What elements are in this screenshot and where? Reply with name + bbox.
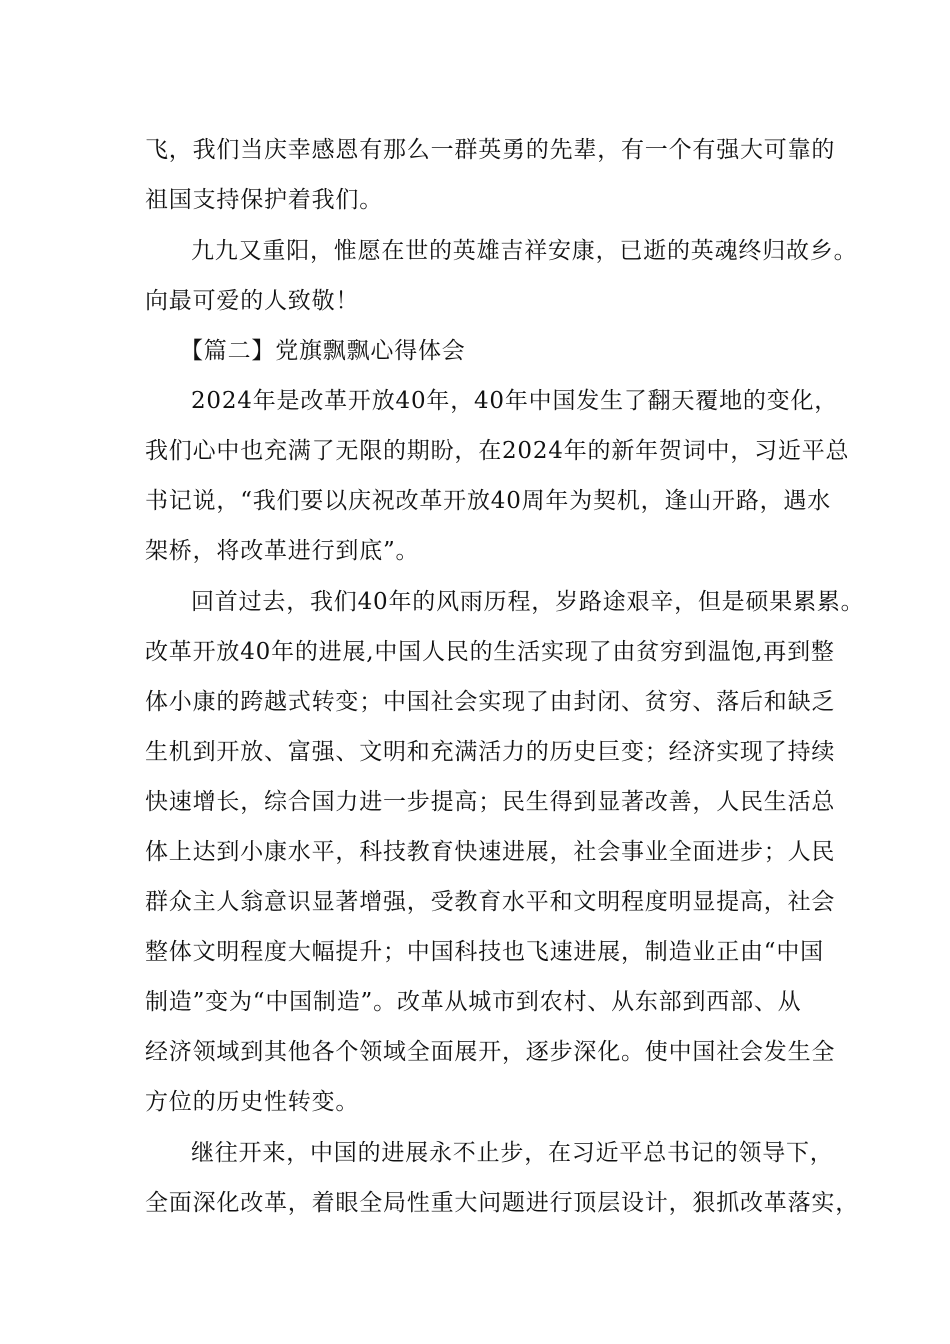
- text-line: 制造”变为“中国制造”。改革从城市到农村、从东部到西部、从: [145, 989, 802, 1015]
- text-line: 整体文明程度大幅提升；中国科技也飞速进展，制造业正由“中国: [145, 939, 824, 965]
- text-line: 九九又重阳，惟愿在世的英雄吉祥安康，已逝的英魂终归故乡。: [191, 238, 858, 264]
- text-line: 群众主人翁意识显著增强，受教育水平和文明程度明显提高，社会: [145, 889, 836, 915]
- text-line: 书记说，“我们要以庆祝改革开放40周年为契机，逢山开路，遇水: [145, 488, 832, 514]
- text-line: 方位的历史性转变。: [145, 1089, 360, 1115]
- text-line: 向最可爱的人致敬！: [145, 288, 360, 314]
- section-heading: 【篇二】党旗飘飘心得体会: [180, 338, 466, 364]
- text-line: 祖国支持保护着我们。: [145, 187, 383, 213]
- text-line: 飞，我们当庆幸感恩有那么一群英勇的先辈，有一个有强大可靠的: [145, 137, 836, 163]
- text-line: 经济领域到其他各个领域全面展开，逐步深化。使中国社会发生全: [145, 1039, 836, 1065]
- text-line: 改革开放40年的进展,中国人民的生活实现了由贫穷到温饱,再到整: [145, 639, 835, 665]
- text-line: 体小康的跨越式转变；中国社会实现了由封闭、贫穷、落后和缺乏: [145, 689, 836, 715]
- text-line: 继往开来，中国的进展永不止步，在习近平总书记的领导下，: [191, 1140, 834, 1166]
- text-line: 我们心中也充满了无限的期盼，在2024年的新年贺词中，习近平总: [145, 438, 850, 464]
- text-line: 快速增长，综合国力进一步提高；民生得到显著改善，人民生活总: [145, 789, 836, 815]
- text-line: 架桥，将改革进行到底”。: [145, 538, 420, 564]
- text-line: 全面深化改革，着眼全局性重大问题进行顶层设计，狠抓改革落实，: [145, 1190, 859, 1216]
- text-line: 体上达到小康水平，科技教育快速进展，社会事业全面进步；人民: [145, 839, 836, 865]
- text-line: 2024年是改革开放40年，40年中国发生了翻天覆地的变化，: [191, 388, 839, 414]
- text-line: 生机到开放、富强、文明和充满活力的历史巨变；经济实现了持续: [145, 739, 836, 765]
- text-line: 回首过去，我们40年的风雨历程，岁路途艰辛，但是硕果累累。: [191, 589, 865, 615]
